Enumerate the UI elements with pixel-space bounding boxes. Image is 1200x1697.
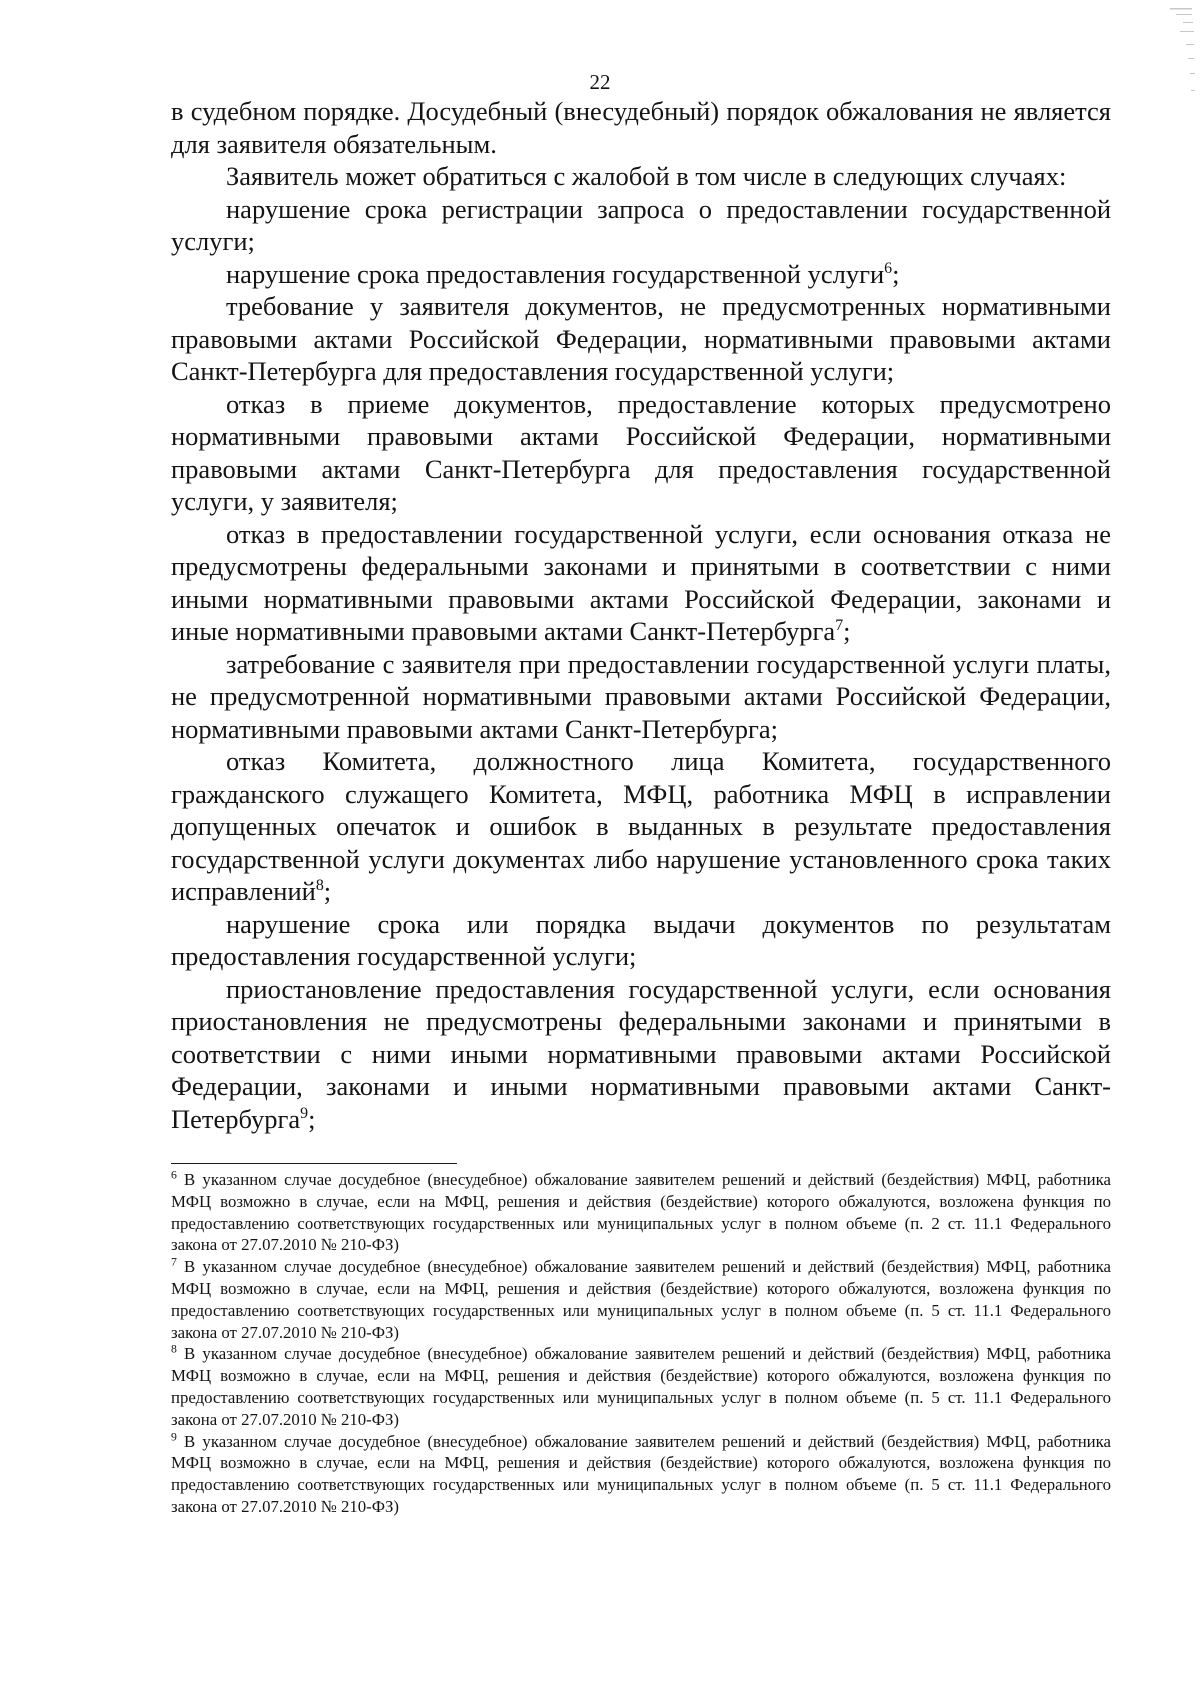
footnote-ref[interactable]: 7 xyxy=(835,617,844,635)
footnote xyxy=(171,1256,1111,1343)
footnote-ref[interactable]: 9 xyxy=(300,1104,309,1122)
footnote xyxy=(171,1431,1111,1518)
paragraph xyxy=(171,745,1111,908)
footnote-mark: 9 xyxy=(171,1429,177,1443)
footnote-mark: 8 xyxy=(171,1342,177,1356)
paragraph xyxy=(171,908,1111,973)
paragraph-text: нарушение срока предоставления государственной услуги xyxy=(226,258,885,289)
main-text xyxy=(171,95,1111,1135)
paragraph-text: нарушение срока или порядка выдачи документов по результатам предоставления государственной услуги; xyxy=(171,908,1111,971)
paragraph xyxy=(171,160,1111,193)
footnote-text: В указанном случае досудебное (внесудебное) обжалование заявителем решений и действий (бездействия) МФЦ, работника МФЦ возможно в случае, если на МФЦ, решения и действия (бездействие) которого обжалуются, возложена функция по предоставлению соответствующих государственных или муниципальных услуг в полном объеме (п. 2 ст. 11.1 Федерального закона от 27.07.2010 № 210-ФЗ) xyxy=(171,1170,1111,1255)
footnotes xyxy=(171,1169,1111,1518)
paragraph-text: затребование с заявителя при предоставлении государственной услуги платы, не предусмотренной нормативными правовыми актами Российской Федерации, нормативными правовыми актами Санкт-Петербурга; xyxy=(171,648,1111,744)
footnote-ref[interactable]: 6 xyxy=(884,259,893,277)
paragraph xyxy=(171,648,1111,746)
paragraph xyxy=(171,193,1111,258)
footnote-text: В указанном случае досудебное (внесудебное) обжалование заявителем решений и действий (бездействия) МФЦ, работника МФЦ возможно в случае, если на МФЦ, решения и действия (бездействие) которого обжалуются, возложена функция по предоставлению соответствующих государственных или муниципальных услуг в полном объеме (п. 5 ст. 11.1 Федерального закона от 27.07.2010 № 210-ФЗ) xyxy=(171,1431,1111,1516)
paragraph xyxy=(171,290,1111,388)
paragraph xyxy=(171,973,1111,1136)
paragraph-text: требование у заявителя документов, не предусмотренных нормативными правовыми актами Российской Федерации, нормативными правовыми актами Санкт-Петербурга для предоставления государственной услуги; xyxy=(171,291,1111,386)
paragraph xyxy=(171,518,1111,648)
paragraph xyxy=(171,388,1111,518)
footnote-ref[interactable]: 8 xyxy=(315,877,324,895)
footnote-text: В указанном случае досудебное (внесудебное) обжалование заявителем решений и действий (бездействия) МФЦ, работника МФЦ возможно в случае, если на МФЦ, решения и действия (бездействие) которого обжалуются, возложена функция по предоставлению соответствующих государственных или муниципальных услуг в полном объеме (п. 5 ст. 11.1 Федерального закона от 27.07.2010 № 210-ФЗ) xyxy=(171,1257,1111,1342)
footnote-separator xyxy=(171,1163,457,1164)
footnote xyxy=(171,1169,1111,1256)
paragraph xyxy=(171,258,1111,291)
paragraph-tail: ; xyxy=(843,616,851,646)
paragraph-text: приостановление предоставления государственной услуги, если основания приостановления не предусмотрены федеральными законами и принятыми в соответствии с ними иными нормативными правовыми актами Российской Федерации, законами и иными нормативными правовыми актами Санкт-Петербурга xyxy=(171,973,1111,1134)
footnote-mark: 7 xyxy=(171,1255,177,1269)
footnote xyxy=(171,1343,1111,1430)
paragraph-tail: ; xyxy=(308,1103,316,1134)
paragraph-text: отказ в приеме документов, предоставление которых предусмотрено нормативными правовыми актами Российской Федерации, нормативными правовыми актами Санкт-Петербурга для предоставления государственной услуги, у заявителя; xyxy=(171,388,1111,516)
paragraph-text: отказ Комитета, должностного лица Комитета, государственного гражданского служащего Комитета, МФЦ, работника МФЦ в исправлении допущенных опечаток и ошибок в выданных в результате предоставления государственной услуги документах либо нарушение установленного срока таких исправлений xyxy=(171,746,1111,906)
page-number: 22 xyxy=(589,70,611,94)
paragraph-text: нарушение срока регистрации запроса о предоставлении государственной услуги; xyxy=(171,193,1111,256)
paragraph-text: Заявитель может обратиться с жалобой в том числе в следующих случаях: xyxy=(226,161,1067,191)
paragraph-tail: ; xyxy=(323,876,332,906)
paragraph-tail: ; xyxy=(892,258,900,289)
paragraph xyxy=(171,95,1111,160)
footnote-mark: 6 xyxy=(171,1168,177,1182)
footnote-text: В указанном случае досудебное (внесудебное) обжалование заявителем решений и действий (бездействия) МФЦ, работника МФЦ возможно в случае, если на МФЦ, решения и действия (бездействие) которого обжалуются, возложена функция по предоставлению соответствующих государственных или муниципальных услуг в полном объеме (п. 5 ст. 11.1 Федерального закона от 27.07.2010 № 210-ФЗ) xyxy=(171,1344,1111,1429)
paragraph-text: отказ в предоставлении государственной услуги, если основания отказа не предусмотрены федеральными законами и принятыми в соответствии с ними иными нормативными правовыми актами Российской Федерации, законами и иные нормативными правовыми актами Санкт-Петербурга xyxy=(171,518,1111,646)
paragraph-text: в судебном порядке. Досудебный (внесудебный) порядок обжалования не является для заявителя обязательным. xyxy=(171,96,1111,159)
